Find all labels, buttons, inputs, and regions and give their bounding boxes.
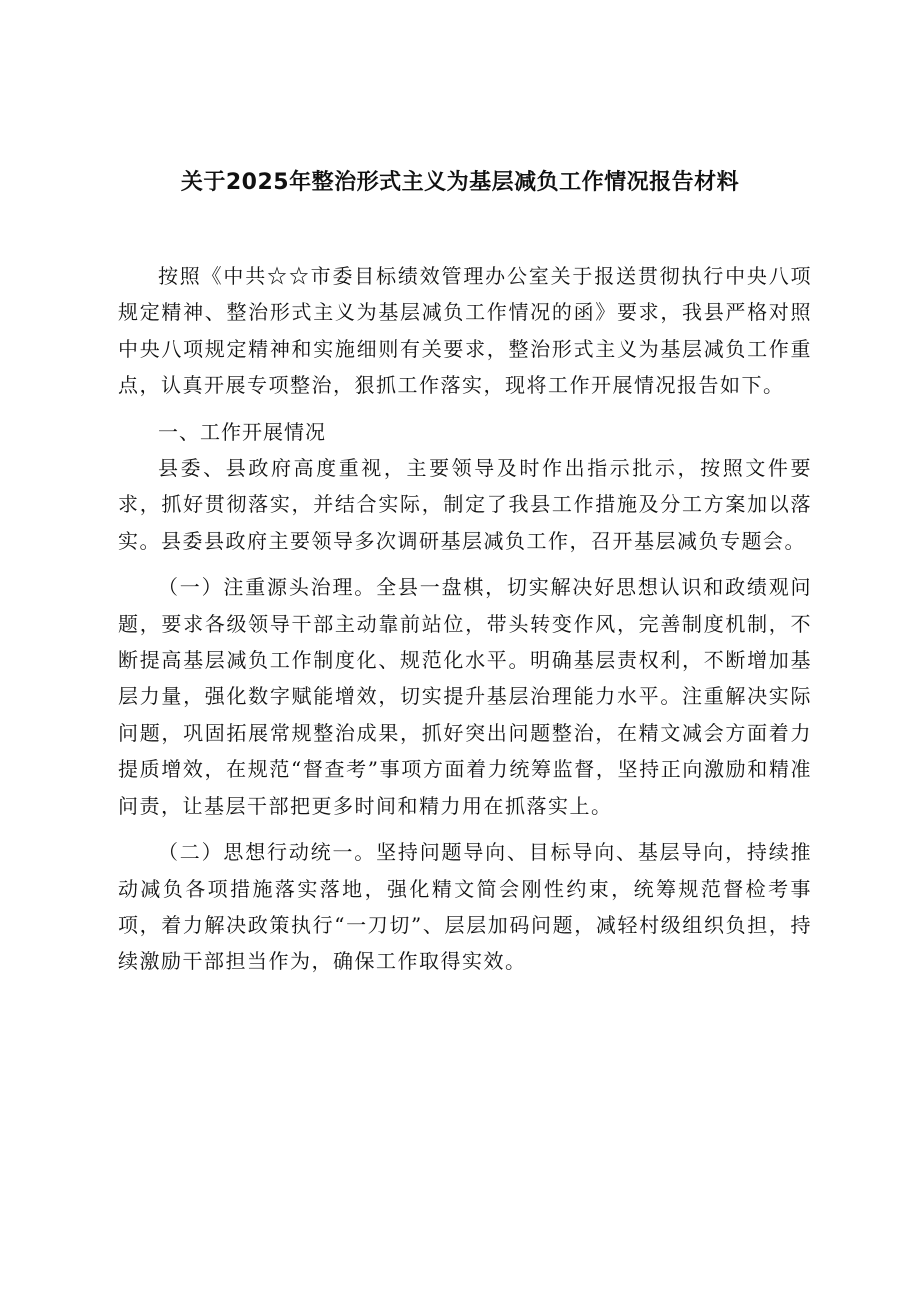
section-1-paragraph: 县委、县政府高度重视，主要领导及时作出指示批示，按照文件要求，抓好贯彻落实，并结合实际，制定了我县工作措施及分工方案加以落实。县委县政府主要领导多次调研基层减负工作，召开基层减负专题会。: [118, 456, 812, 553]
intro-paragraph: 按照《中共☆☆市委目标绩效管理办公室关于报送贯彻执行中央八项规定精神、整治形式主义为基层减负工作情况的函》要求，我县严格对照中央八项规定精神和实施细则有关要求，整治形式主义为基层减负工作重点，认真开展专项整治，狠抓工作落实，现将工作开展情况报告如下。: [118, 264, 812, 398]
spacer: [118, 824, 812, 834]
item-1-paragraph: （一）注重源头治理。全县一盘棋，切实解决好思想认识和政绩观问题，要求各级领导干部主动靠前站位，带头转变作风，完善制度机制，不断提高基层减负工作制度化、规范化水平。明确基层责权利，不断增加基层力量，强化数字赋能增效，切实提升基层治理能力水平。注重解决实际问题，巩固拓展常规整治成果，抓好突出问题整治，在精文减会方面着力提质增效，在规范“督查考”事项方面着力统筹监督，坚持正向激励和精准问责，让基层干部把更多时间和精力用在抓落实上。: [118, 575, 812, 818]
section-heading-1: 一、工作开展情况: [158, 419, 326, 444]
document-title: 关于2025年整治形式主义为基层减负工作情况报告材料: [180, 170, 740, 195]
document-body: [118, 258, 812, 980]
spacer: [118, 559, 812, 569]
item-2-paragraph: （二）思想行动统一。坚持问题导向、目标导向、基层导向，持续推动减负各项措施落实落地，强化精文简会刚性约束，统筹规范督检考事项，着力解决政策执行“一刀切”、层层加码问题，减轻村级组织负担，持续激励干部担当作为，确保工作取得实效。: [118, 840, 812, 974]
